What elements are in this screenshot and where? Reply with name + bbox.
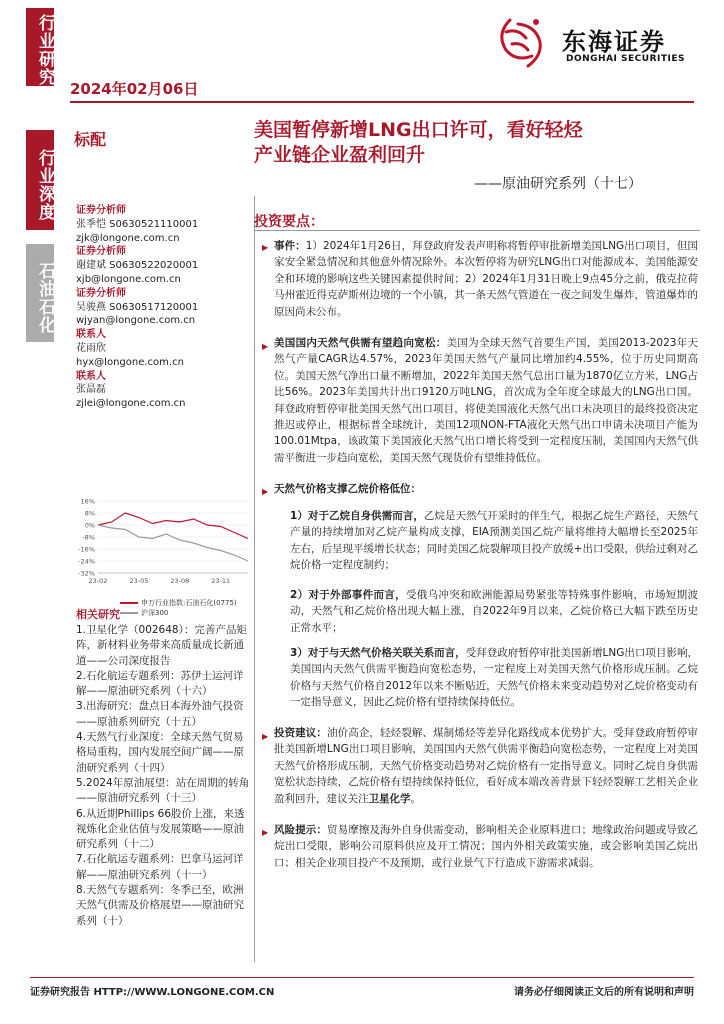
related-item[interactable]: 1.卫星化学（002648）：完善产品矩阵，新材料业务带来高质量成长新通道——公司深度报告 bbox=[76, 624, 247, 667]
y-tick-label: -16% bbox=[78, 545, 95, 554]
x-tick-label: 23-11 bbox=[211, 577, 231, 585]
related-item[interactable]: 4.天然气行业深度：全球天然气贸易格局重构，国内发展空间广阔——原油研究系列（十四） bbox=[76, 731, 244, 774]
paragraph-lead: 风险提示： bbox=[274, 824, 328, 836]
footer-disclaimer: 请务必仔细阅读正文后的所有说明和声明 bbox=[514, 987, 694, 998]
bullet-icon: ▶ bbox=[262, 828, 269, 837]
analyst-name: 谢建斌 S0630522020001 bbox=[76, 260, 199, 272]
analyst-email[interactable]: xjb@longone.com.cn bbox=[76, 273, 181, 285]
paragraph-body: 1）2024年1月26日，拜登政府发表声明称将暂停审批新增美国LNG出口项目，但国家安全紧急情况和其他意外情况除外。本次暂停将为研究LNG出口对能源成本、美国能源安全和环境的影响这些关键因素提供时间；2）2024年1月31日晚上9点45分之前，俄克拉荷马州霍近得克萨斯州边境的一个小镇，其一条天然气管道在一夜之间发生爆炸，管道爆炸的原因尚未公布。 bbox=[274, 240, 698, 318]
paragraph-lead: 事件： bbox=[274, 240, 306, 252]
legend-item-sector bbox=[120, 598, 237, 608]
column-divider bbox=[254, 196, 255, 962]
report-date: 2024年02月06日 bbox=[70, 80, 199, 98]
paragraph-lead: 天然气价格支撑乙烷价格低位： bbox=[274, 483, 421, 495]
related-research-title: 相关研究 bbox=[76, 608, 120, 621]
section-rule bbox=[254, 230, 700, 231]
analyst-name: 张季恺 S0630521110001 bbox=[76, 218, 199, 230]
contact-name: 花雨欣 bbox=[76, 342, 106, 354]
investment-highlights-title: 投资要点： bbox=[254, 214, 324, 230]
paragraph-body: 贸易摩擦及海外自身供需变动，影响相关企业原料进口；地缘政治问题或导致乙烷出口受限，影响公司原料供应及开工情况；国内外相关政策实施，或会影响美国乙烷出口；相关企业项目投产不及预期，或行业景气下行造成下游需求减弱。 bbox=[274, 824, 699, 869]
rating: 标配 bbox=[74, 130, 107, 149]
analyst-role: 证券分析师 bbox=[76, 246, 126, 258]
side-tag-petrochem: 石油石化 bbox=[26, 244, 54, 342]
x-tick-label: 23-02 bbox=[88, 577, 108, 585]
title-line-2: 产业链企业盈利回升 bbox=[254, 144, 426, 166]
chart-legend bbox=[120, 598, 237, 618]
sub-paragraph-2 bbox=[290, 587, 698, 636]
sub-paragraph-1 bbox=[290, 508, 698, 574]
paragraph-lead: 美国国内天然气供需有望趋向宽松： bbox=[274, 337, 447, 349]
legend-label: 申万行业指数:石油石化(0775) bbox=[141, 599, 237, 607]
related-research-list bbox=[76, 623, 252, 929]
paragraph-lead: 1）对于乙烷自身供需而言， bbox=[290, 510, 424, 522]
related-item[interactable]: 5.2024年原油展望：站在周期的转角——原油研究系列（十三） bbox=[76, 776, 250, 805]
bullet-icon: ▶ bbox=[262, 243, 269, 252]
x-tick-label: 23-05 bbox=[129, 577, 149, 585]
paragraph-lead: 3）对于与天然气价格关联关系而言， bbox=[290, 647, 466, 659]
y-tick-label: -24% bbox=[78, 557, 95, 566]
y-tick-label: -8% bbox=[82, 533, 95, 542]
x-tick-label: 23-08 bbox=[170, 577, 190, 585]
recommended-stock: 卫星化学 bbox=[368, 792, 411, 805]
series-label: ——原油研究系列（十七） bbox=[474, 176, 642, 192]
footer-rule bbox=[30, 977, 694, 978]
related-item[interactable]: 8.天然气专题系列：冬季已至，欧洲天然气供需及价格展望——原油研究系列（十） bbox=[76, 884, 244, 927]
legend-swatch bbox=[120, 602, 138, 604]
analyst-email[interactable]: zjk@longone.com.cn bbox=[76, 232, 180, 244]
y-tick-label: 0% bbox=[84, 521, 95, 530]
header-rule bbox=[70, 101, 694, 103]
series-line-sector bbox=[98, 513, 248, 539]
paragraph-lead: 2）对于外部事件而言， bbox=[290, 589, 406, 601]
paragraph-body: 美国为全球天然气首要生产国，美国2013-2023年天然气产量CAGR达4.57%，2023年美国天然气产量同比增加约4.55%，位于历史同期高位。美国天然气净出口量不断增加，2022年美国天然气总出口量为1870亿立方米，LNG占比56%。2023年美国共计出口9120万吨LNG，首次成为全年度全球最大的LNG出口国。拜登政府暂停审批美国天然气出口项目，将使美国液化天然气出口未决项目的最终投资决定推迟或停止，根据标普全球统计，美国12项NON-FTA液化天然气出口申请未决项目产能为100.01Mtpa，该政策下美国液化天然气出口增长将受到一定程度压制，美国国内天然气供需平衡进一步趋向宽松，美国天然气现货价有望维持低位。 bbox=[274, 337, 699, 464]
paragraph-risk bbox=[274, 822, 698, 871]
paragraph-lead: 投资建议： bbox=[274, 727, 328, 739]
title-line-1: 美国暂停新增LNG出口许可，看好轻烃 bbox=[254, 119, 583, 141]
analyst-name: 吴骏燕 S0630517120001 bbox=[76, 301, 199, 313]
related-item[interactable]: 3.出海研究：盘点日本海外油气投资——原油系列研究（十五） bbox=[76, 700, 244, 728]
related-item[interactable]: 6.从近期Phillips 66股价上涨，来透视炼化企业估值与发展策略——原油研究系列（十二） bbox=[76, 807, 245, 851]
contact-name: 张晶磊 bbox=[76, 384, 106, 396]
bullet-icon: ▶ bbox=[262, 732, 269, 741]
paragraph-investment-advice bbox=[274, 725, 698, 807]
analyst-list bbox=[76, 204, 248, 411]
contact-role: 联系人 bbox=[76, 329, 106, 341]
paragraph-body: 受俄乌冲突和欧洲能源局势紧张等特殊事件影响，市场短期波动，天然气和乙烷价格出现大幅上涨，自2022年9月以来，乙烷价格已大幅下跌至历史正常水平； bbox=[290, 589, 699, 634]
bullet-icon: ▶ bbox=[262, 487, 269, 496]
paragraph-body: 乙烷是天然气开采时的伴生气，根据乙烷生产路径，天然气产量的持续增加对乙烷产量构成支撑，EIA预测美国乙烷产量将维持大幅增长至2025年左右，后呈现平缓增长状态；同时美国乙烷裂解项目投产放缓+出口受限，供给过剩对乙烷价格一定程度制约； bbox=[290, 510, 698, 572]
footer-left[interactable]: 证券研究报告 HTTP://WWW.LONGONE.COM.CN bbox=[30, 987, 275, 998]
logo-text-en: DONGHAI SECURITIES bbox=[566, 54, 685, 64]
paragraph-end: 。 bbox=[410, 792, 421, 805]
side-tag-industry-research: 行业研究 bbox=[26, 8, 54, 86]
paragraph-body: 受拜登政府暂停审批美国新增LNG出口项目影响，美国国内天然气供需平衡趋向宽松态势，一定程度上对美国天然气价格形成压制。乙烷价格与天然气价格自2012年以来不断贴近，天然气价格未来变动趋势对乙烷价格变动有一定指导意义，因此乙烷价格有望持续保持低位。 bbox=[290, 647, 698, 709]
logo-text-cn: 东海证券 bbox=[562, 28, 666, 56]
legend-swatch bbox=[120, 612, 138, 614]
y-tick-label: -32% bbox=[78, 569, 95, 578]
y-tick-label: 16% bbox=[80, 497, 95, 506]
report-title bbox=[254, 118, 694, 168]
analyst-role: 证券分析师 bbox=[76, 287, 126, 299]
paragraph-body: 油价高企，轻烃裂解、煤制烯烃等差异化路线成本优势扩大。受拜登政府暂停审批美国新增LNG出口项目影响，美国国内天然气供需平衡趋向宽松态势，一定程度上对美国天然气价格形成压制，天然气价格变动趋势对乙烷价格有一定指导意义。同时乙烷自身供需宽松状态持续，乙烷价格有望持续保持低位，看好成本端改善背景下轻烃裂解工艺相关企业盈利回升，建议关注 bbox=[274, 727, 699, 805]
related-item[interactable]: 7.石化航运专题系列：巴拿马运河详解——原油研究系列（十一） bbox=[76, 853, 244, 881]
contact-role: 联系人 bbox=[76, 370, 106, 382]
series-line-csi300 bbox=[98, 525, 248, 561]
contact-email[interactable]: zjlei@longone.com.cn bbox=[76, 398, 186, 410]
related-item[interactable]: 2.石化航运专题系列：苏伊士运河详解——原油研究系列（十六） bbox=[76, 669, 244, 698]
legend-item-csi300 bbox=[120, 608, 237, 618]
analyst-email[interactable]: wjyan@longone.com.cn bbox=[76, 315, 196, 327]
sub-paragraph-3 bbox=[290, 645, 698, 711]
y-tick-label: 8% bbox=[84, 509, 95, 518]
performance-chart bbox=[72, 493, 254, 593]
analyst-role: 证券分析师 bbox=[76, 205, 126, 216]
legend-label: 沪深300 bbox=[141, 609, 169, 617]
paragraph-event bbox=[274, 238, 698, 320]
side-tag-industry-deep: 行业深度 bbox=[26, 130, 54, 230]
paragraph-supply-demand bbox=[274, 335, 698, 466]
contact-email[interactable]: hyx@longone.com.cn bbox=[76, 356, 184, 368]
paragraph-price-support bbox=[274, 481, 698, 497]
bullet-icon: ▶ bbox=[262, 342, 269, 351]
